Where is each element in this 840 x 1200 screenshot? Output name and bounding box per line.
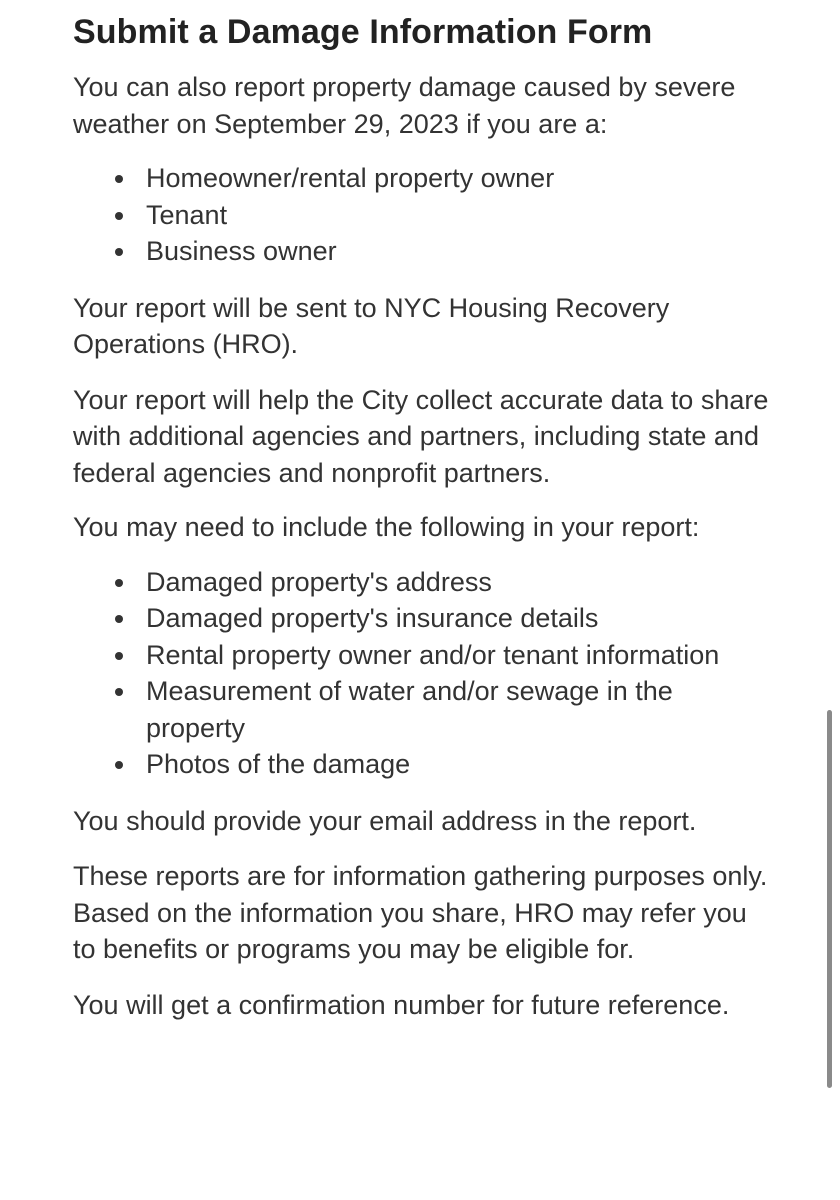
eligible-list (73, 160, 773, 270)
page-content (73, 0, 773, 1023)
vertical-scrollbar[interactable] (827, 710, 832, 1088)
requirements-intro: You may need to include the following in your report: (73, 512, 700, 542)
list-item: Homeowner/rental property owner (146, 160, 773, 197)
list-item: Rental property owner and/or tenant information (146, 637, 773, 674)
help-paragraph: Your report will help the City collect accurate data to share with additional agencies and partners, including state and federal agencies and nonprofit partners. (73, 384, 769, 488)
list-item: Damaged property's address (146, 564, 773, 601)
list-item: Business owner (146, 233, 773, 270)
list-item: Photos of the damage (146, 746, 773, 783)
confirmation-paragraph: You will get a confirmation number for future reference. (73, 989, 730, 1020)
list-item: Measurement of water and/or sewage in the property (146, 673, 773, 746)
hro-paragraph: Your report will be sent to NYC Housing Recovery Operations (HRO). (73, 292, 670, 359)
email-paragraph: You should provide your email address in the report. (73, 805, 697, 836)
requirements-list (73, 564, 773, 783)
list-item: Damaged property's insurance details (146, 600, 773, 637)
intro-paragraph: You can also report property damage caused by severe weather on September 29, 2023 if you are a: (73, 72, 736, 139)
purpose-paragraph: These reports are for information gathering purposes only. Based on the information you share, HRO may refer you to benefits or programs you may be eligible for. (73, 861, 768, 964)
page-title: Submit a Damage Information Form (73, 13, 653, 51)
list-item: Tenant (146, 197, 773, 234)
